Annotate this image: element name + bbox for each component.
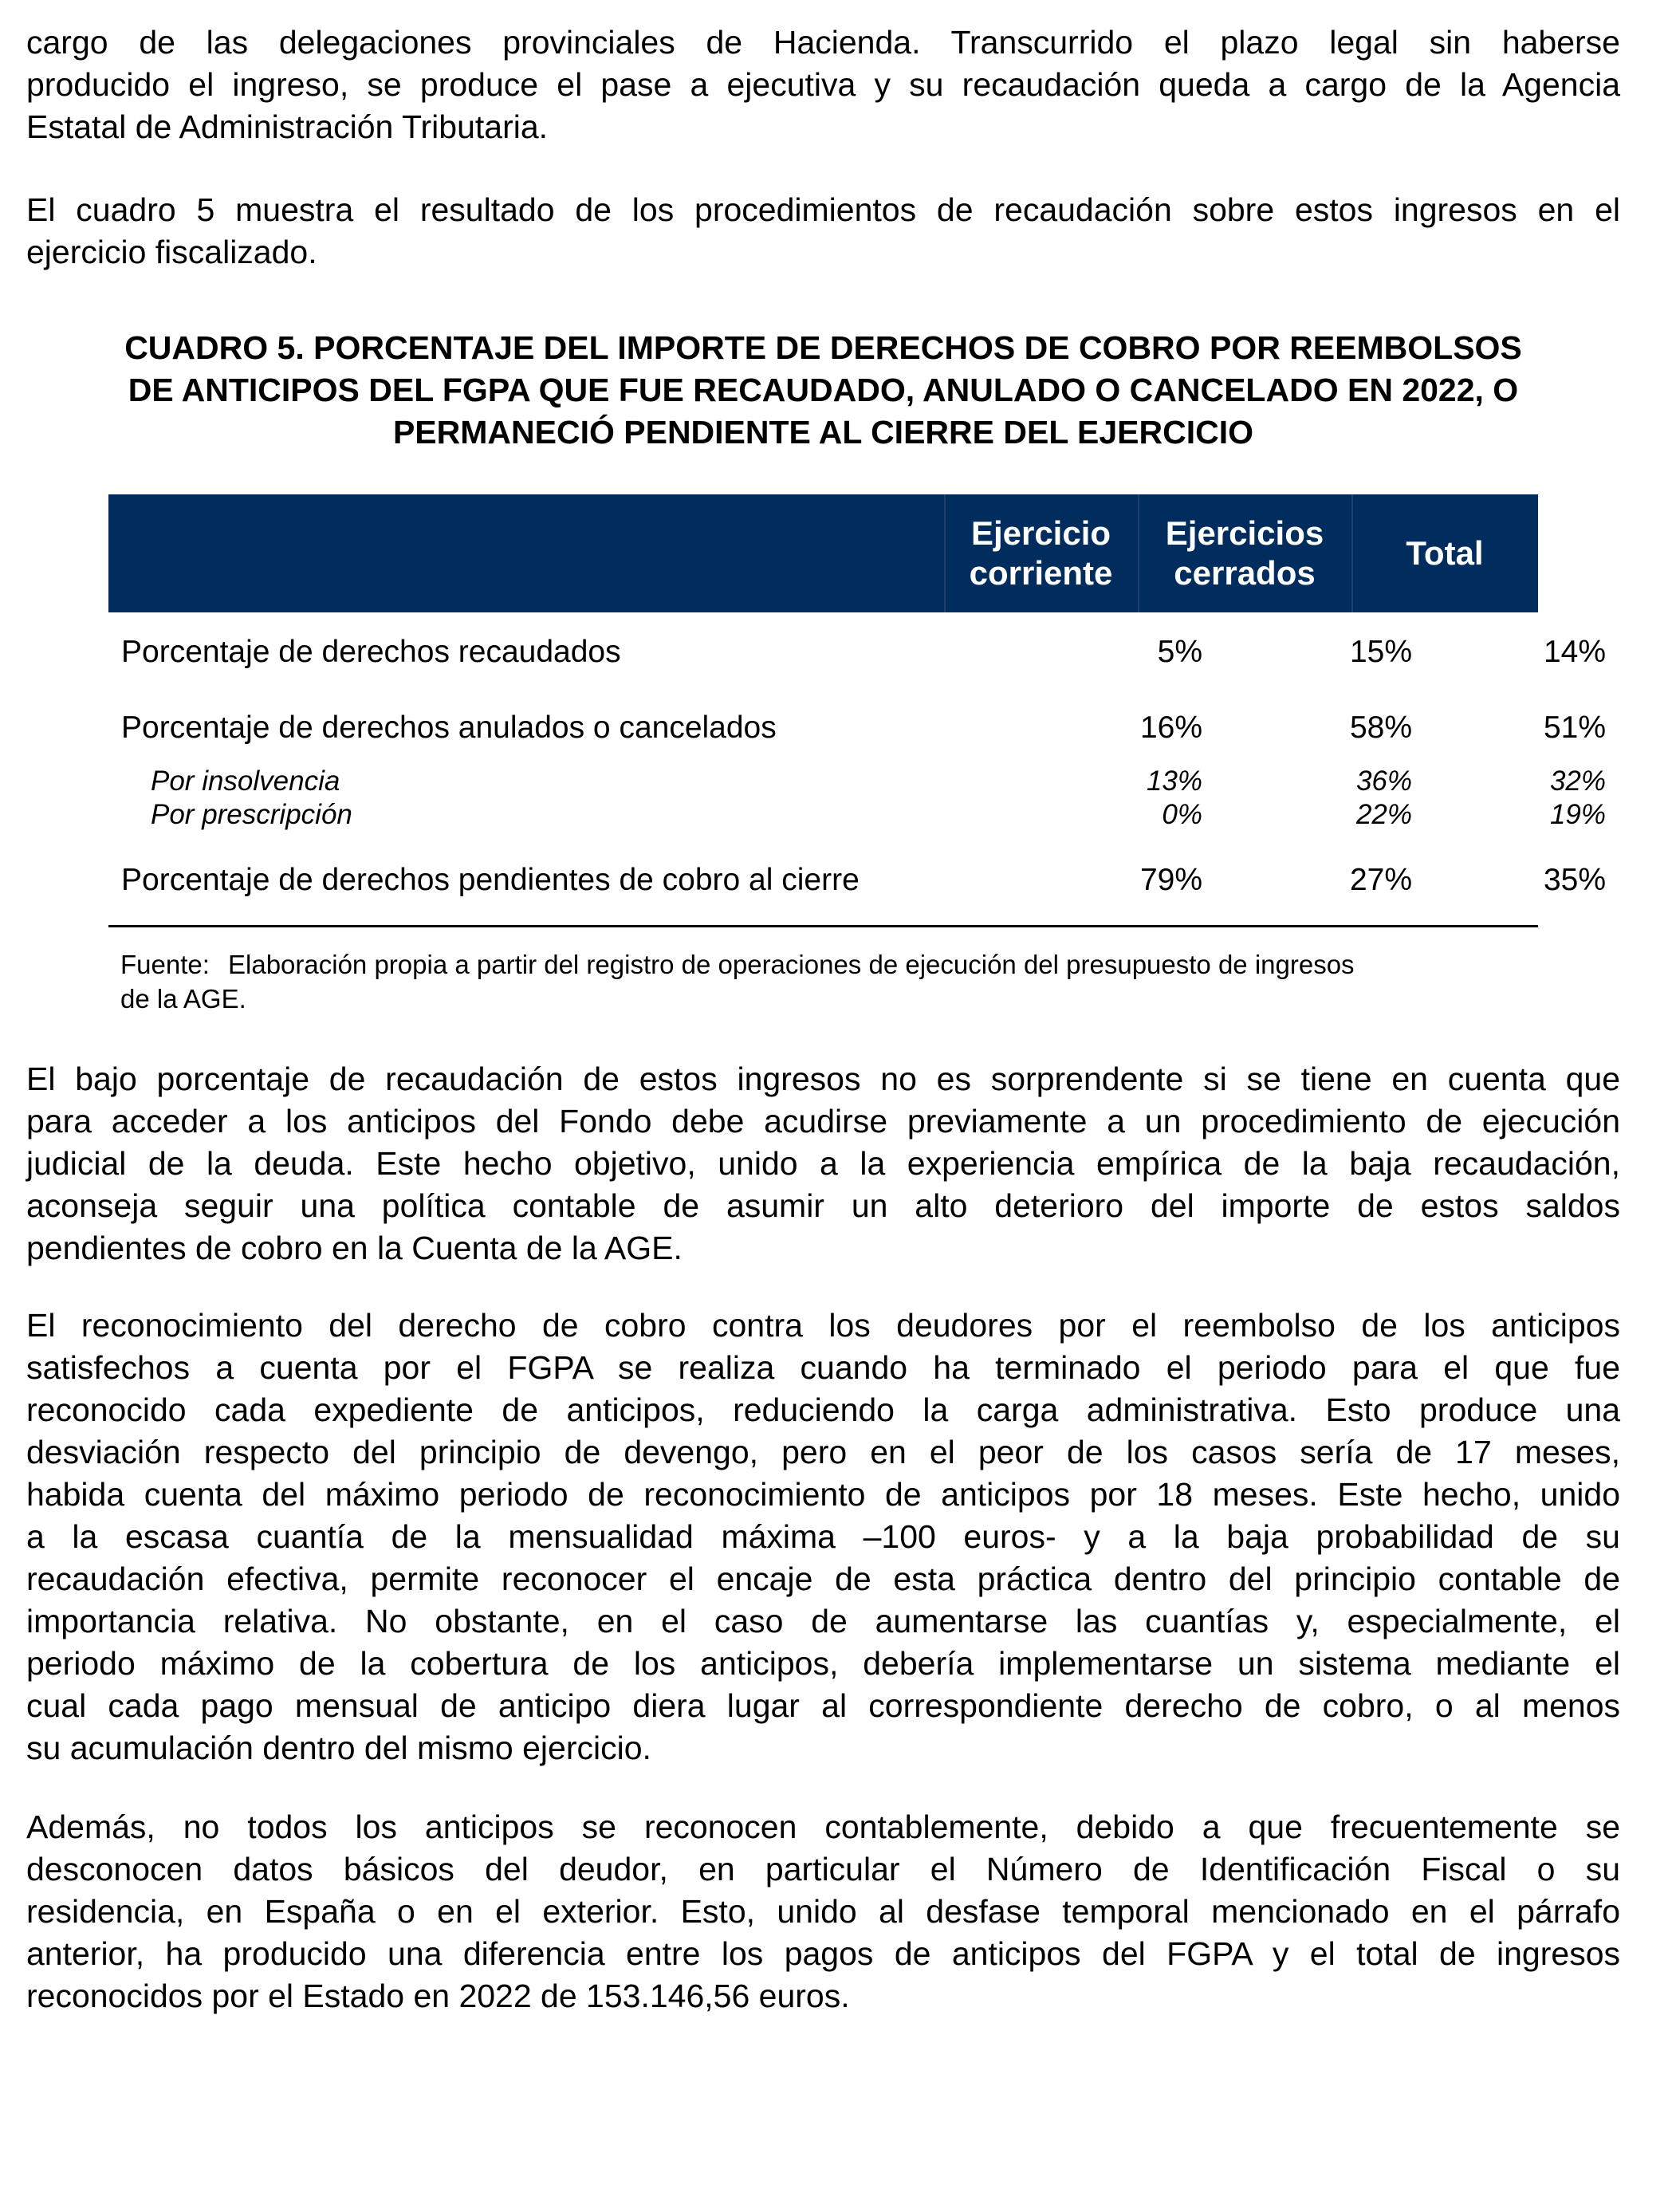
text-line: a la escasa cuantía de la mensualidad máxima –100 euros- y a la baja probabilidad de su (26, 1518, 1620, 1555)
cell-value: 36% (1355, 766, 1412, 797)
row-label: Por prescripción (151, 799, 352, 830)
text-line: cargo de las delegaciones provinciales de Hacienda. Transcurrido el plazo legal sin haberse (26, 24, 1620, 61)
table-bottom-rule (108, 925, 1538, 927)
cell-value: 15% (1349, 635, 1412, 669)
text-line: desconocen datos básicos del deudor, en particular el Número de Identificación Fiscal o su (26, 1851, 1620, 1887)
cell-value: 22% (1355, 799, 1412, 830)
column-header-total (1351, 494, 1538, 612)
text-line: aconseja seguir una política contable de asumir un alto deterioro del importe de estos saldos (26, 1187, 1620, 1224)
header-text: cerrados (1174, 554, 1316, 592)
source-text: Elaboración propia a partir del registro de operaciones de ejecución del presupuesto de ingresos (228, 950, 1355, 979)
text-line: periodo máximo de la cobertura de los anticipos, debería implementarse un sistema mediante el (26, 1645, 1620, 1682)
row-label: Por insolvencia (151, 766, 340, 797)
paragraph-cuadro-reference (26, 189, 1620, 274)
cell-value: 51% (1543, 710, 1606, 745)
text-line: anterior, ha producido una diferencia entre los pagos de anticipos del FGPA y el total de ingresos (26, 1935, 1620, 1972)
cell-value: 19% (1549, 799, 1606, 830)
text-line: importancia relativa. No obstante, en el caso de aumentarse las cuantías y, especialmente, el (26, 1603, 1620, 1639)
text-line: Estatal de Administración Tributaria. (26, 108, 549, 145)
text-line: su acumulación dentro del mismo ejercicio. (26, 1730, 651, 1766)
source-label: Fuente: (120, 950, 210, 979)
paragraph-bajo-porcentaje (26, 1058, 1620, 1269)
text-line: El reconocimiento del derecho de cobro contra los deudores por el reembolso de los anticipos (26, 1307, 1620, 1344)
header-text: Ejercicios (1165, 514, 1324, 552)
text-line: para acceder a los anticipos del Fondo debe acudirse previamente a un procedimiento de ejecución (26, 1103, 1620, 1139)
cell-value: 32% (1549, 766, 1606, 797)
table-title-line: CUADRO 5. PORCENTAJE DEL IMPORTE DE DERECHOS DE COBRO POR REEMBOLSOS (124, 329, 1522, 366)
source-text-continued: de la AGE. (120, 984, 246, 1014)
column-header-ejercicio-corriente (944, 494, 1138, 612)
paragraph-ademas (26, 1806, 1620, 2017)
text-line: El cuadro 5 muestra el resultado de los procedimientos de recaudación sobre estos ingresos en el (26, 191, 1620, 228)
column-header-ejercicios-cerrados (1138, 494, 1351, 612)
cell-value: 5% (1157, 635, 1202, 669)
cell-value: 58% (1349, 710, 1412, 745)
table-title-line: DE ANTICIPOS DEL FGPA QUE FUE RECAUDADO, ANULADO O CANCELADO EN 2022, O (128, 372, 1519, 408)
text-line: judicial de la deuda. Este hecho objetivo, unido a la experiencia empírica de la baja recaudación, (26, 1145, 1620, 1182)
table-source-note (120, 947, 1540, 1016)
cell-value: 35% (1543, 863, 1606, 897)
cell-value: 27% (1349, 863, 1412, 897)
table-title-line: PERMANECIÓ PENDIENTE AL CIERRE DEL EJERCICIO (392, 414, 1254, 451)
text-line: habida cuenta del máximo periodo de reconocimiento de anticipos por 18 meses. Este hecho, unido (26, 1476, 1620, 1513)
text-line: satisfechos a cuenta por el FGPA se realiza cuando ha terminado el periodo para el que fue (26, 1349, 1620, 1386)
table-title (26, 327, 1620, 454)
text-line: recaudación efectiva, permite reconocer el encaje de esta práctica dentro del principio contable de (26, 1561, 1620, 1597)
paragraph-reconocimiento (26, 1305, 1620, 1769)
header-text: Ejercicio (970, 514, 1111, 552)
cell-value: 79% (1139, 863, 1202, 897)
text-line: El bajo porcentaje de recaudación de estos ingresos no es sorprendente si se tiene en cuenta que (26, 1061, 1620, 1097)
table-header (108, 494, 1538, 612)
text-line: residencia, en España o en el exterior. Esto, unido al desfase temporal mencionado en el párrafo (26, 1893, 1620, 1930)
text-line: producido el ingreso, se produce el pase a ejecutiva y su recaudación queda a cargo de la Agencia (26, 66, 1620, 103)
cell-value: 16% (1139, 710, 1202, 745)
row-label: Porcentaje de derechos recaudados (121, 635, 621, 669)
text-line: pendientes de cobro en la Cuenta de la AGE. (26, 1230, 683, 1266)
text-line: ejercicio fiscalizado. (26, 234, 317, 270)
row-label: Porcentaje de derechos pendientes de cobro al cierre (121, 863, 860, 897)
paragraph-intro (26, 22, 1620, 148)
header-text: corriente (969, 554, 1113, 592)
text-line: desviación respecto del principio de devengo, pero en el peor de los casos sería de 17 meses, (26, 1434, 1620, 1470)
header-text: Total (1406, 534, 1484, 572)
cell-value: 0% (1162, 799, 1202, 830)
text-line: Además, no todos los anticipos se reconocen contablemente, debido a que frecuentemente se (26, 1809, 1620, 1845)
text-line: cual cada pago mensual de anticipo diera lugar al correspondiente derecho de cobro, o al menos (26, 1687, 1620, 1724)
cell-value: 13% (1146, 766, 1202, 797)
text-line: reconocidos por el Estado en 2022 de 153.146,56 euros. (26, 1978, 850, 2014)
text-line: reconocido cada expediente de anticipos, reduciendo la carga administrativa. Esto produce una (26, 1391, 1620, 1428)
row-label: Porcentaje de derechos anulados o cancelados (121, 710, 777, 745)
cell-value: 14% (1543, 635, 1606, 669)
